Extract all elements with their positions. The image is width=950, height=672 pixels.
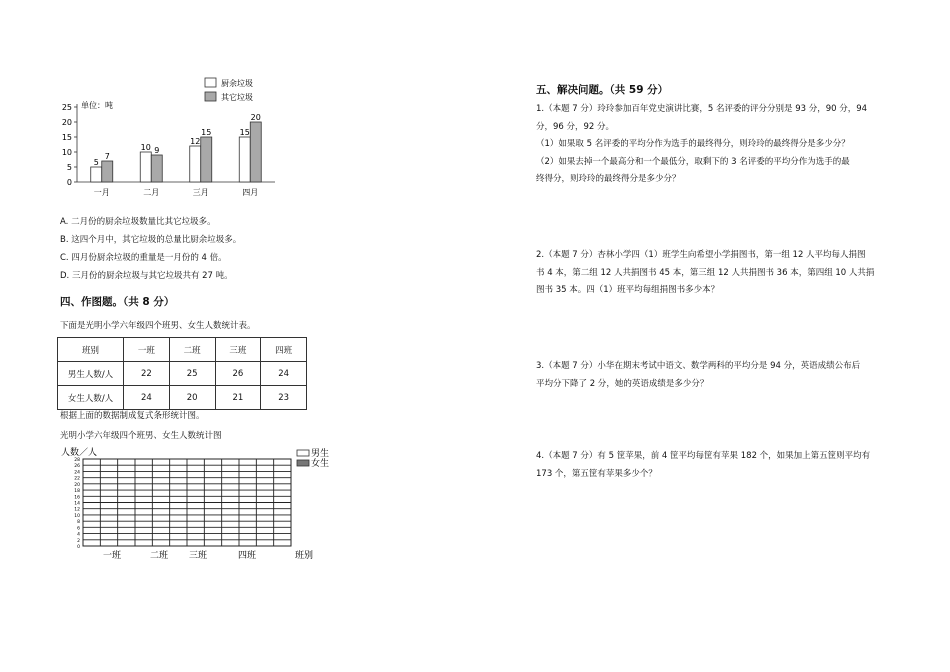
x-category-label: 四班 bbox=[237, 551, 257, 561]
legend-girls-label: 女生 bbox=[311, 459, 330, 469]
y-tick-label: 26 bbox=[74, 464, 80, 470]
option-b: B. 这四个月中，其它垃圾的总量比厨余垃圾多。 bbox=[60, 235, 242, 245]
option-c: C. 四月份厨余垃圾的重量是一月份的 4 倍。 bbox=[60, 253, 227, 263]
section4-instruction: 根据上面的数据制成复式条形统计图。 bbox=[60, 411, 205, 421]
chart2-ylabel: 人数／人 bbox=[61, 448, 98, 458]
x-category-label: 二月 bbox=[143, 188, 160, 197]
y-tick-label: 15 bbox=[61, 133, 72, 142]
question-2 bbox=[536, 247, 891, 300]
table-header-cell: 二班 bbox=[169, 338, 215, 362]
y-tick-label: 8 bbox=[77, 520, 80, 526]
question-1-line: （1）如果取 5 名评委的平均分作为选手的最终得分，则玲玲的最终得分是多少分？ bbox=[536, 139, 850, 149]
y-tick-label: 18 bbox=[74, 489, 80, 495]
bar-other bbox=[250, 122, 261, 182]
bar-kitchen bbox=[239, 137, 250, 182]
bar-value-label: 7 bbox=[104, 152, 110, 161]
y-tick-label: 10 bbox=[74, 513, 80, 519]
y-tick-label: 0 bbox=[66, 178, 72, 187]
question-2-line: 图书 35 本。四（1）班平均每组捐图书多少本？ bbox=[536, 285, 720, 295]
bar-value-label: 15 bbox=[239, 128, 250, 137]
question-2-line: 书 4 本，第二组 12 人共捐图书 45 本，第三组 12 人共捐图书 36 本，第四组 10 人共捐 bbox=[536, 267, 875, 278]
legend-girls-swatch bbox=[297, 460, 309, 466]
table-cell: 24 bbox=[124, 386, 170, 410]
table-cell: 20 bbox=[169, 386, 215, 410]
bar-value-label: 12 bbox=[190, 137, 201, 146]
question-2-line: 2.（本题 7 分）杏林小学四（1）班学生向希望小学捐图书，第一组 12 人平均每人捐图 bbox=[536, 250, 866, 260]
legend-label: 厨余垃圾 bbox=[221, 79, 253, 88]
question-1-line: 终得分，则玲玲的最终得分是多少分？ bbox=[536, 174, 681, 184]
bar-value-label: 20 bbox=[250, 113, 261, 122]
chart2-title: 光明小学六年级四个班男、女生人数统计图 bbox=[60, 431, 222, 441]
chart1-unit-label: 单位：吨 bbox=[81, 101, 113, 110]
section5-title: 五、解决问题。（共 59 分） bbox=[536, 84, 669, 96]
question-3-line: 平均分下降了 2 分，她的英语成绩是多少分？ bbox=[536, 378, 709, 389]
table-cell: 21 bbox=[215, 386, 261, 410]
chart2-xlabel: 班别 bbox=[295, 551, 314, 561]
bar-value-label: 15 bbox=[201, 128, 212, 137]
chart2-legend bbox=[297, 447, 329, 469]
y-tick-label: 2 bbox=[77, 538, 80, 544]
x-category-label: 三月 bbox=[192, 188, 209, 197]
y-tick-label: 12 bbox=[74, 507, 80, 513]
table-cell: 男生人数/人 bbox=[58, 362, 124, 386]
table-header-row bbox=[58, 338, 307, 362]
y-tick-label: 5 bbox=[66, 163, 72, 172]
y-tick-label: 24 bbox=[74, 470, 80, 476]
bar-kitchen bbox=[190, 146, 201, 182]
x-category-label: 二班 bbox=[149, 551, 169, 561]
x-category-label: 三班 bbox=[188, 551, 208, 561]
question-4-line: 4.（本题 7 分）有 5 筐苹果，前 4 筐平均每筐有苹果 182 个，如果加上第五筐则平均有 bbox=[536, 451, 871, 461]
y-tick-label: 20 bbox=[61, 118, 72, 127]
option-a: A. 二月份的厨余垃圾数量比其它垃圾多。 bbox=[60, 217, 216, 227]
section4-title: 四、作图题。（共 8 分） bbox=[60, 296, 175, 308]
x-category-label: 一班 bbox=[102, 551, 122, 561]
bar-kitchen bbox=[140, 152, 151, 182]
legend-boys-label: 男生 bbox=[311, 449, 330, 459]
table-header-cell: 班别 bbox=[58, 338, 124, 362]
stats-table bbox=[57, 337, 307, 410]
garbage-bar-chart bbox=[55, 72, 285, 202]
table-cell: 24 bbox=[261, 362, 307, 386]
bar-kitchen bbox=[91, 167, 102, 182]
question-1 bbox=[536, 101, 891, 189]
x-category-label: 四月 bbox=[242, 188, 259, 197]
table-row-boys bbox=[58, 362, 307, 386]
table-header-cell: 三班 bbox=[215, 338, 261, 362]
x-category-label: 一月 bbox=[93, 188, 110, 197]
option-d: D. 三月份的厨余垃圾与其它垃圾共有 27 吨。 bbox=[60, 271, 233, 281]
bar-other bbox=[102, 161, 113, 182]
question-4-line: 173 个，第五筐有苹果多少个？ bbox=[536, 468, 657, 479]
question-3-line: 3.（本题 7 分）小华在期末考试中语文、数学两科的平均分是 94 分，英语成绩公布后 bbox=[536, 361, 861, 371]
bar-value-label: 5 bbox=[93, 158, 99, 167]
y-tick-label: 16 bbox=[74, 495, 80, 501]
y-tick-label: 10 bbox=[61, 148, 72, 157]
blank-grid-chart bbox=[55, 443, 330, 565]
bar-other bbox=[201, 137, 212, 182]
y-tick-label: 4 bbox=[77, 532, 80, 538]
question-1-line: 1.（本题 7 分）玲玲参加百年党史演讲比赛，5 名评委的评分分别是 93 分，90 分，94 bbox=[536, 104, 868, 114]
table-header-cell: 一班 bbox=[124, 338, 170, 362]
y-tick-label: 20 bbox=[74, 482, 80, 488]
table-cell: 23 bbox=[261, 386, 307, 410]
table-cell: 女生人数/人 bbox=[58, 386, 124, 410]
legend-label: 其它垃圾 bbox=[221, 93, 253, 102]
legend-swatch bbox=[205, 92, 216, 101]
y-tick-label: 0 bbox=[77, 545, 80, 550]
question-1-line: 分，96 分，92 分。 bbox=[536, 121, 615, 132]
y-tick-label: 14 bbox=[74, 501, 80, 507]
bar-value-label: 10 bbox=[140, 143, 151, 152]
question-1-line: （2）如果去掉一个最高分和一个最低分，取剩下的 3 名评委的平均分作为选手的最 bbox=[536, 156, 850, 167]
table-cell: 22 bbox=[124, 362, 170, 386]
question-3 bbox=[536, 358, 891, 393]
bar-other bbox=[151, 155, 162, 182]
section4-intro: 下面是光明小学六年级四个班男、女生人数统计表。 bbox=[60, 321, 256, 331]
table-header-cell: 四班 bbox=[261, 338, 307, 362]
table-cell: 25 bbox=[169, 362, 215, 386]
y-tick-label: 28 bbox=[74, 458, 80, 463]
y-tick-label: 25 bbox=[61, 103, 72, 112]
bar-value-label: 9 bbox=[154, 146, 160, 155]
y-tick-label: 22 bbox=[74, 476, 80, 482]
table-row-girls bbox=[58, 386, 307, 410]
legend-swatch bbox=[205, 78, 216, 87]
y-tick-label: 6 bbox=[77, 526, 80, 532]
table-cell: 26 bbox=[215, 362, 261, 386]
legend-boys-swatch bbox=[297, 450, 309, 456]
question-4 bbox=[536, 448, 891, 483]
